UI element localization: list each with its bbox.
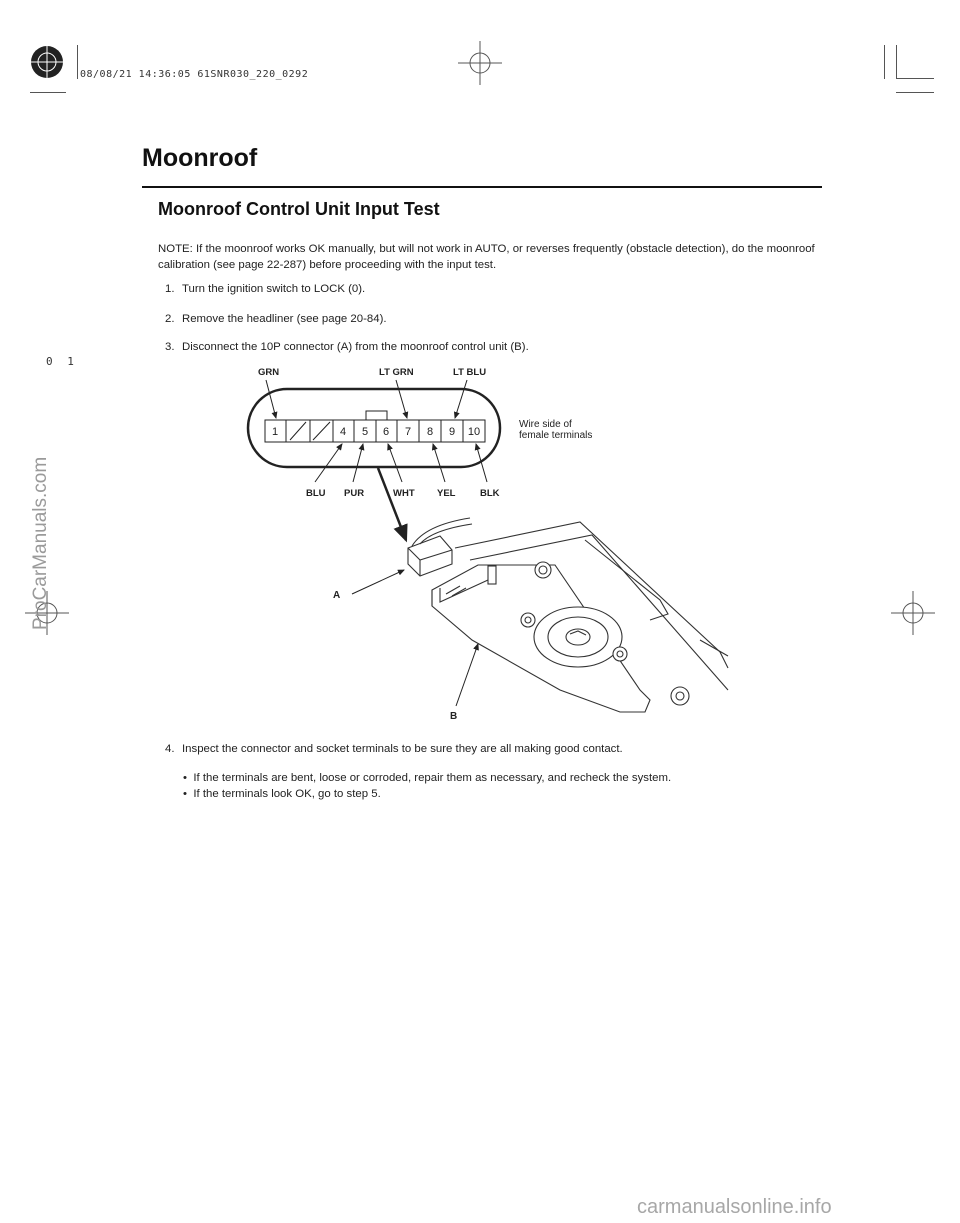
terminal-number: 10 xyxy=(467,426,481,438)
terminal-number: 4 xyxy=(339,426,347,438)
wire-label-pur: PUR xyxy=(344,488,365,499)
margin-code: 0 1 xyxy=(46,355,78,368)
callout-b: B xyxy=(450,711,458,722)
side-watermark: ProCarManuals.com xyxy=(30,456,51,630)
step-text: Turn the ignition switch to LOCK (0). xyxy=(182,283,366,295)
bullet-item xyxy=(183,788,381,800)
step-text: Remove the headliner (see page 20-84). xyxy=(182,313,387,325)
bullet-text: If the terminals look OK, go to step 5. xyxy=(193,788,381,800)
step-number: 2. xyxy=(165,313,175,325)
wire-label-wht: WHT xyxy=(393,488,415,499)
step-number: 3. xyxy=(165,341,175,353)
terminal-number: 9 xyxy=(448,426,456,438)
moonroof-control-unit-illustration xyxy=(408,518,728,712)
connector-note-line2: female terminals xyxy=(519,430,593,441)
step-item xyxy=(165,743,623,755)
step-text: Disconnect the 10P connector (A) from the moonroof control unit (B). xyxy=(182,341,529,353)
callout-line-b xyxy=(456,644,478,706)
bullet-text: If the terminals are bent, loose or corroded, repair them as necessary, and recheck the system. xyxy=(193,772,672,784)
connector-pointer xyxy=(378,468,406,540)
wire-label-grn: GRN xyxy=(258,367,280,378)
bullet-icon: • xyxy=(183,788,194,800)
wire-label-blk: BLK xyxy=(480,488,500,499)
step-text: Inspect the connector and socket terminals to be sure they are all making good contact. xyxy=(182,743,623,755)
subsection-title: Moonroof Control Unit Input Test xyxy=(158,199,440,219)
bottom-watermark: carmanualsonline.info xyxy=(637,1196,832,1218)
step-number: 1. xyxy=(165,283,175,295)
connector-note-line1: Wire side of xyxy=(519,419,572,430)
terminal-number: 7 xyxy=(404,426,412,438)
terminal-number: 6 xyxy=(382,426,390,438)
step-number: 4. xyxy=(165,743,175,755)
wire-label-lt-blu: LT BLU xyxy=(453,367,487,378)
callout-a: A xyxy=(333,590,341,601)
wire-label-blu: BLU xyxy=(306,488,326,499)
note-paragraph: NOTE: If the moonroof works OK manually, but will not work in AUTO, or reverses frequently (obstacle detection), do the moonroof calibration (see page 22-287) before proceeding with the input test. xyxy=(158,243,815,271)
terminal-number: 8 xyxy=(426,426,434,438)
section-title: Moonroof xyxy=(142,144,258,172)
wire-label-yel: YEL xyxy=(437,488,456,499)
terminal-number: 1 xyxy=(271,426,279,438)
print-stamp: 08/08/21 14:36:05 61SNR030_220_0292 xyxy=(80,69,309,80)
callout-line-a xyxy=(352,570,404,594)
terminal-number: 5 xyxy=(361,426,369,438)
connector-latch xyxy=(366,411,387,420)
bullet-item xyxy=(183,772,671,784)
wire-label-lt-grn: LT GRN xyxy=(379,367,414,378)
bullet-icon: • xyxy=(183,772,194,784)
